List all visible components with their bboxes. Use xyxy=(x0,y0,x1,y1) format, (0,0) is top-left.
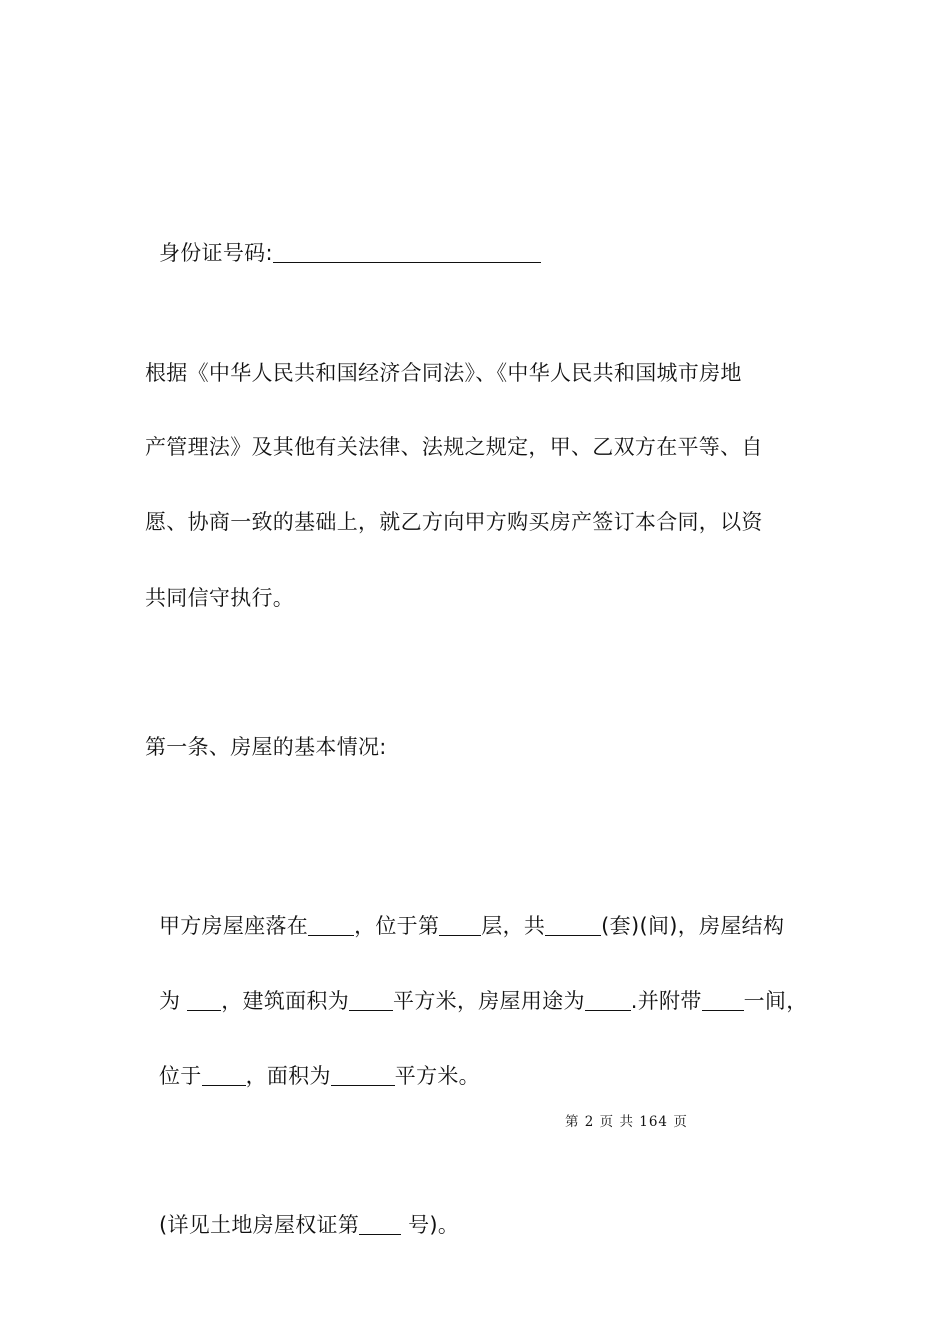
usage-blank[interactable] xyxy=(585,990,631,1011)
id-number-label: 身份证号码: xyxy=(158,241,273,265)
article-1-heading: 第一条、房屋的基本情况: xyxy=(145,735,387,759)
structure-blank[interactable] xyxy=(187,990,221,1011)
area-label: ，建筑面积为 xyxy=(221,989,350,1013)
certificate-line xyxy=(145,1180,459,1240)
certificate-label: (详见土地房屋权证第 xyxy=(158,1213,360,1237)
usage-label: 平方米，房屋用途为 xyxy=(393,989,585,1013)
position-blank[interactable] xyxy=(202,1065,246,1086)
location-blank[interactable] xyxy=(308,915,354,936)
attached-suffix: 一间， xyxy=(743,989,808,1013)
id-number-blank[interactable] xyxy=(273,242,541,263)
certificate-blank[interactable] xyxy=(359,1214,401,1235)
attached-area-blank[interactable] xyxy=(331,1065,395,1086)
location-label: 甲方房屋座落在 xyxy=(158,914,309,938)
attached-blank[interactable] xyxy=(702,990,744,1011)
preamble-line-1: 根据《中华人民共和国经济合同法》、《中华人民共和国城市房地 xyxy=(145,361,742,385)
attached-area-label: ，面积为 xyxy=(245,1064,331,1088)
structure-label: (套)(间)，房屋结构 xyxy=(601,914,785,938)
id-number-line xyxy=(145,208,541,268)
position-label: 位于 xyxy=(158,1064,202,1088)
page-footer: 第 2 页 共 164 页 xyxy=(565,1114,688,1130)
attached-label: .并附带 xyxy=(630,989,702,1013)
floor-blank[interactable] xyxy=(439,915,481,936)
house-info-line-3 xyxy=(145,1031,480,1091)
attached-area-unit: 平方米。 xyxy=(394,1064,480,1088)
house-info-line-2 xyxy=(145,956,808,1016)
units-label: 层，共 xyxy=(481,914,546,938)
preamble-line-3: 愿、协商一致的基础上，就乙方向甲方购买房产签订本合同，以资 xyxy=(145,510,763,534)
preamble-line-4: 共同信守执行。 xyxy=(145,586,295,610)
units-blank[interactable] xyxy=(545,915,601,936)
area-blank[interactable] xyxy=(349,990,393,1011)
structure-prefix: 为 xyxy=(158,989,188,1013)
house-info-line-1 xyxy=(145,881,784,941)
preamble-line-2: 产管理法》及其他有关法律、法规之规定，甲、乙双方在平等、自 xyxy=(145,435,763,459)
certificate-suffix: 号)。 xyxy=(401,1213,460,1237)
floor-label: ，位于第 xyxy=(354,914,440,938)
